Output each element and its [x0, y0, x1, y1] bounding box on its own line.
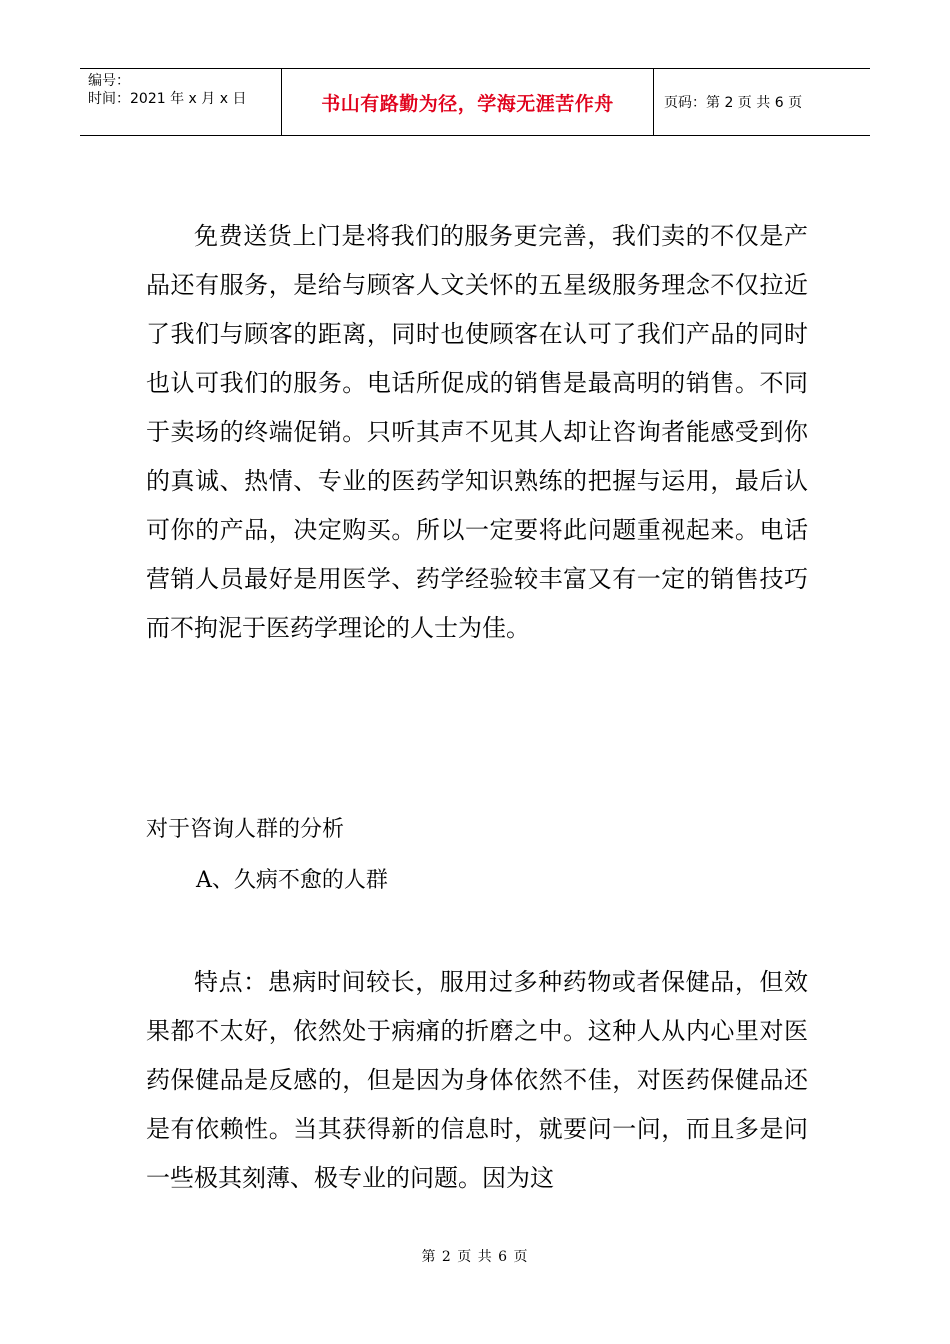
- page-info: 页码：第 2 页 共 6 页: [664, 95, 803, 111]
- paragraph-1: 免费送货上门是将我们的服务更完善，我们卖的不仅是产品还有服务，是给与顾客人文关怀的五星级服务理念不仅拉近了我们与顾客的距离，同时也使顾客在认可了我们产品的同时也认可我们的服务。电话所促成的销售是最高明的销售。不同于卖场的终端促销。只听其声不见其人却让咨询者能感受到你的真诚、热情、专业的医药学知识熟练的把握与运用，最后认可你的产品，决定购买。所以一定要将此问题重视起来。电话营销人员最好是用医学、药学经验较丰富又有一定的销售技巧而不拘泥于医药学理论的人士为佳。: [146, 222, 808, 642]
- time-label: 时间：2021 年 x 月 x 日: [88, 91, 247, 107]
- header-motto-cell: [282, 69, 654, 135]
- paragraph-1-block: [146, 212, 808, 653]
- document-header: [80, 68, 870, 136]
- sub-heading: A、久病不愈的人群: [196, 868, 388, 893]
- page-footer: 第 2 页 共 6 页: [421, 1249, 529, 1265]
- motto-text: 书山有路勤为径，学海无涯苦作舟: [321, 92, 614, 115]
- section-heading: 对于咨询人群的分析: [146, 817, 345, 842]
- number-label: 编号：: [88, 73, 130, 89]
- header-meta-cell: [80, 69, 282, 135]
- paragraph-2-block: [146, 958, 808, 1203]
- header-page-cell: [654, 69, 870, 135]
- paragraph-2: 特点：患病时间较长，服用过多种药物或者保健品，但效果都不太好，依然处于病痛的折磨之中。这种人从内心里对医药保健品是反感的，但是因为身体依然不佳，对医药保健品还是有依赖性。当其获得新的信息时，就要问一问，而且多是问一些极其刻薄、极专业的问题。因为这: [146, 968, 808, 1192]
